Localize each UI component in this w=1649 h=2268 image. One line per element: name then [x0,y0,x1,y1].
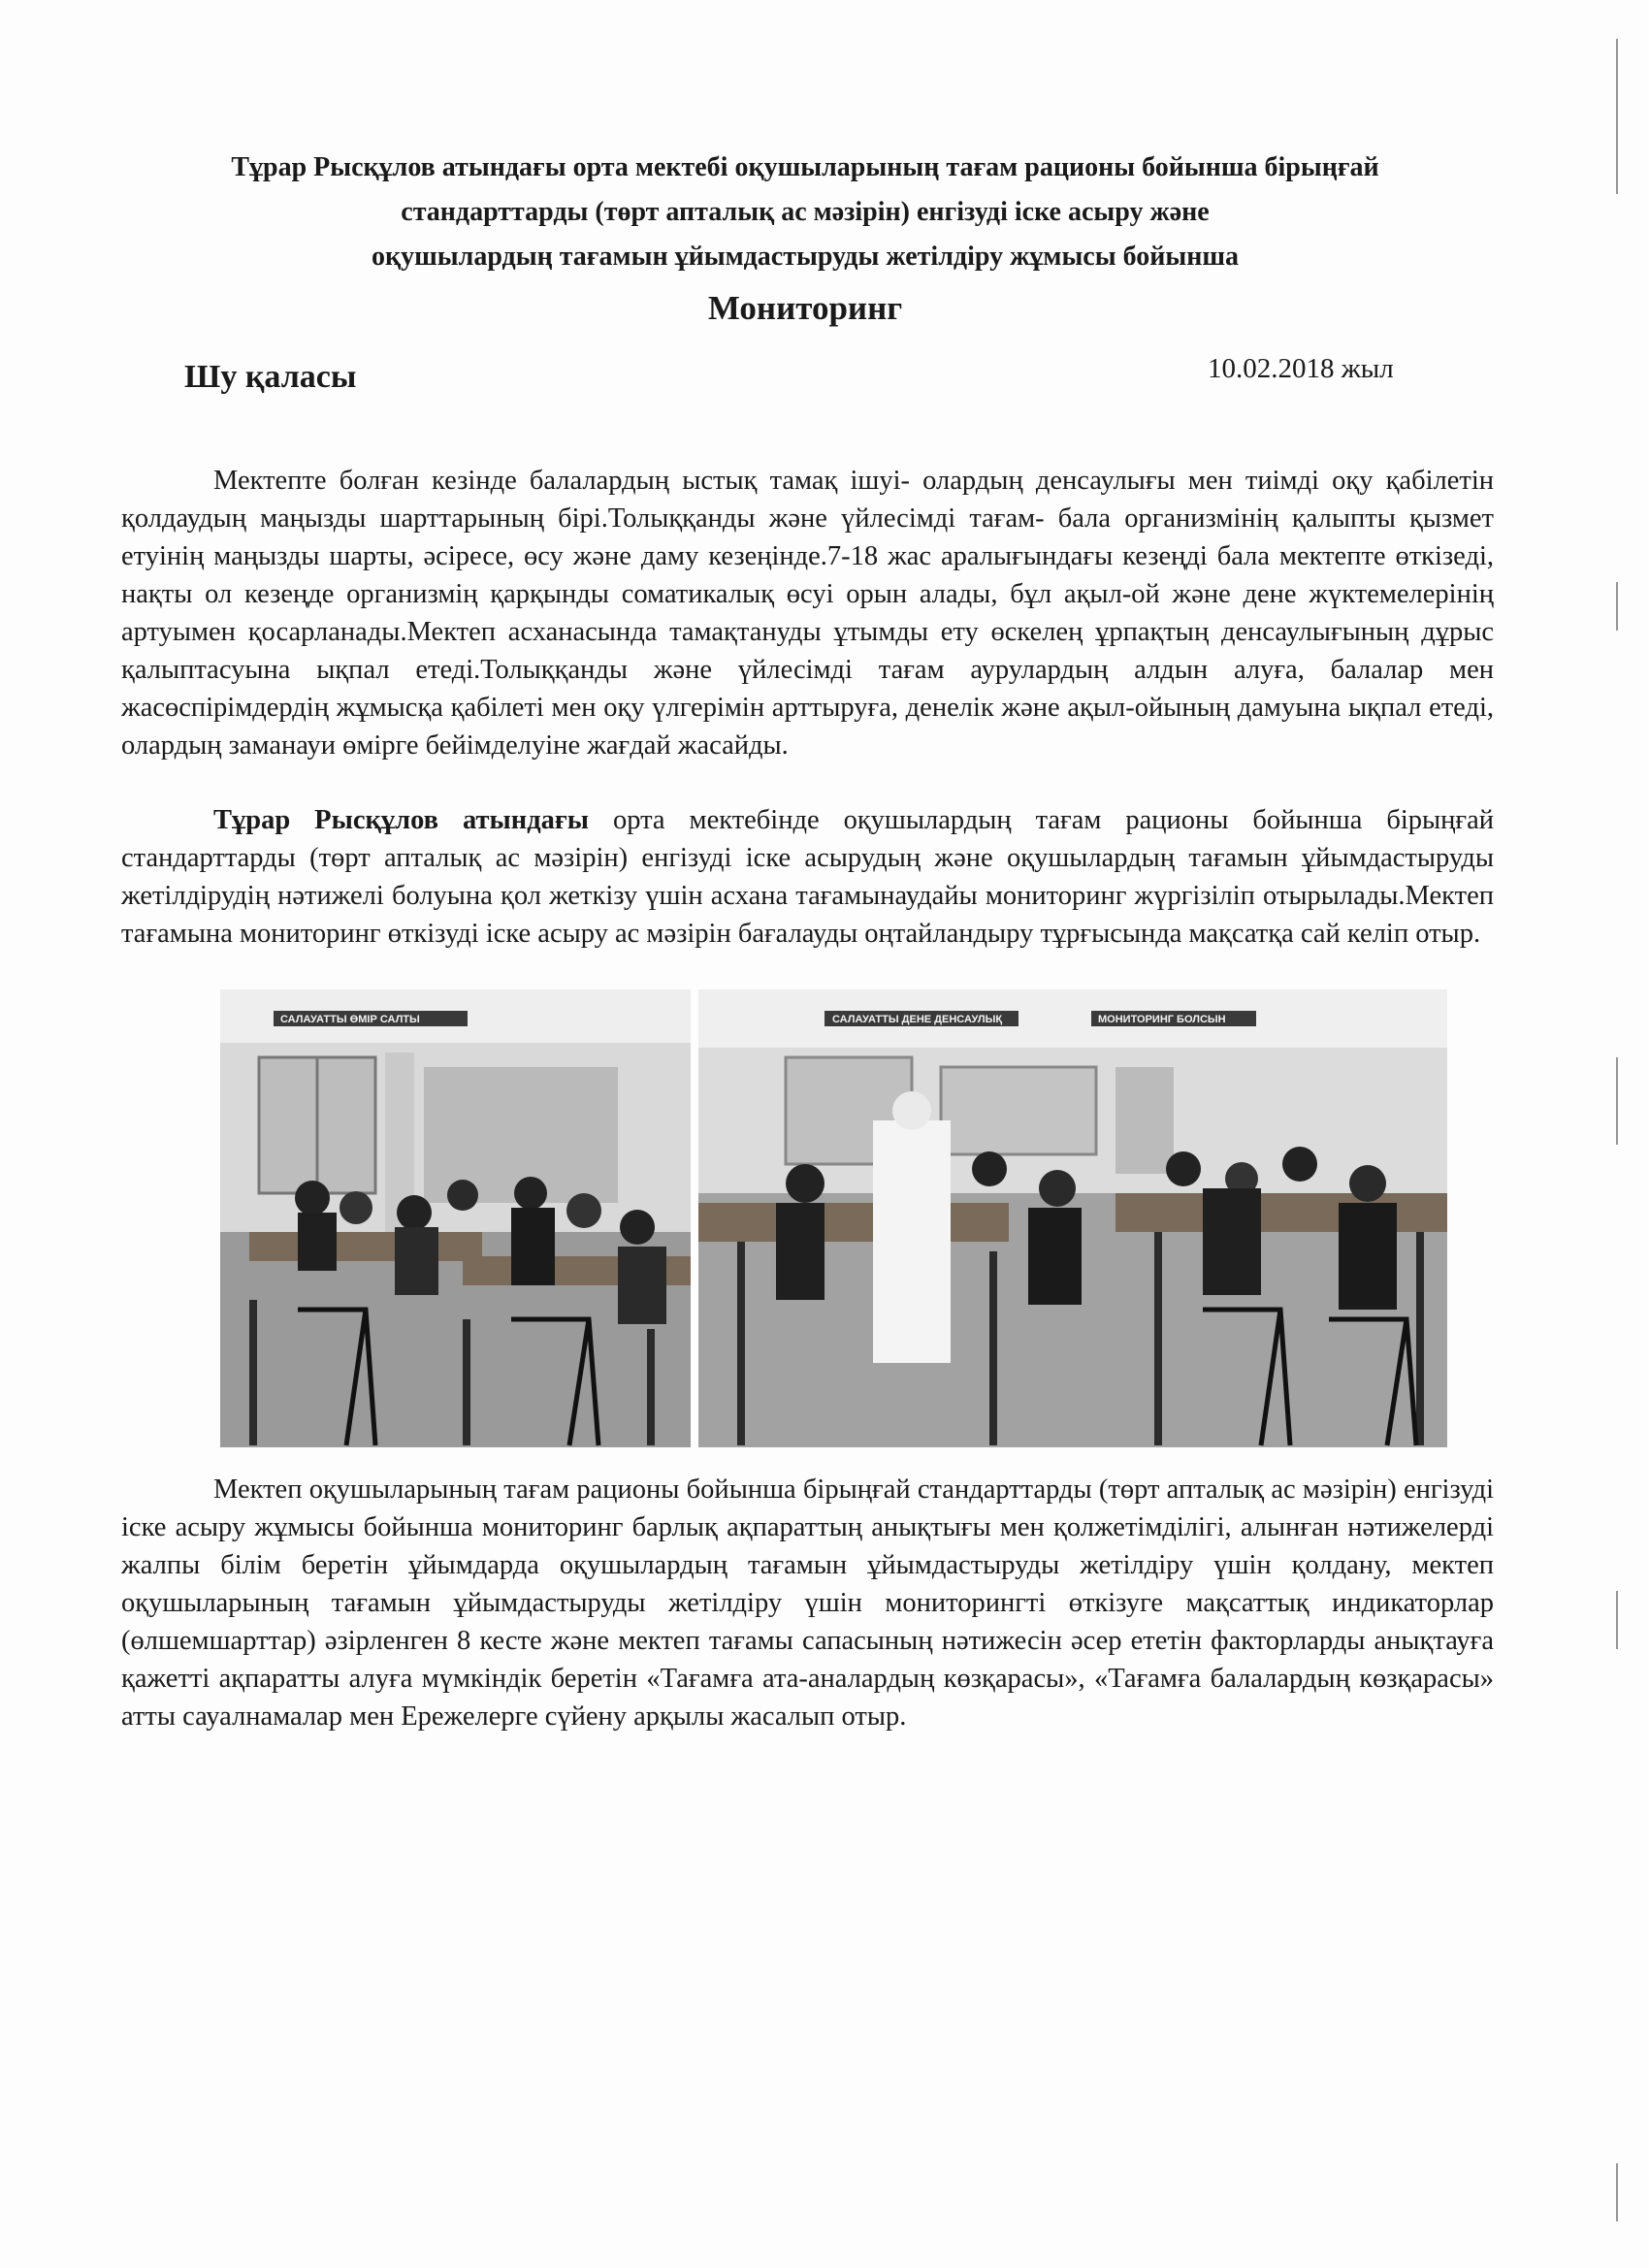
scan-edge-mark [1616,39,1618,194]
paragraph-2-text: орта мектебінде оқушылардың тағам рационы бойынша бірыңғай стандарттарды (төрт апталық ас мәзірін) енгізуді іске асырудың және оқушылардың тағамын ұйымдастыруды жетілдірудің нәтижелі болуына қол жеткізу үшін асхана тағамынаудайы мониторинг жүргізіліп отырылады.Мектеп тағамына мониторинг өткізуді іске асыру ас мәзірін бағалауды оңтайландыру тұрғысында мақсатқа сай келіп отыр. [121,805,1494,949]
scan-edge-mark [1616,1057,1618,1145]
cafeteria-photo-left-image [220,989,691,1447]
cafeteria-photos [220,989,1447,1447]
scan-edge-mark [1616,582,1618,631]
document-title-block [107,146,1504,336]
right-photo-banner-2: МОНИТОРИНГ БОЛСЫН [1098,1014,1226,1025]
scan-edge-mark [1616,2163,1618,2221]
cafeteria-photo-right [698,989,1447,1447]
document-date: 10.02.2018 жыл [1208,353,1394,384]
scan-edge-mark [1616,1591,1618,1649]
cafeteria-photo-left [220,989,691,1447]
paragraph-3: Мектеп оқушыларының тағам рационы бойынша бірыңғай стандарттарды (төрт апталық ас мәзірін) енгізуді іске асыру жұмысы бойынша мониторинг барлық ақпараттың анықтығы мен қолжетімділігі, алынған нәтижелерді жалпы білім беретін ұйымдарда оқушылардың тағамын ұйымдастыруды жетілдіру үшін қолдану, мектеп оқушыларының тағамын ұйымдастыруды жетілдіру үшін мониторингті өткізуге мақсаттық индикаторлар (өлшемшарттар) әзірленген 8 кесте және мектеп тағамы сапасының нәтижесін әсер ететін факторларды анықтауға қажетті ақпаратты алуға мүмкіндік беретін «Тағамға ата-аналардың көзқарасы», «Тағамға балалардың көзқарасы» атты сауалнамалар мен Ережелерге сүйену арқылы жасалып отыр. [121,1474,1494,1732]
title-line-3: оқушылардың тағамын ұйымдастыруды жетілдіру жұмысы бойынша [372,242,1239,272]
title-line-1: Тұрар Рысқұлов атындағы орта мектебі оқушыларының тағам рационы бойынша бірыңғай [231,152,1379,182]
left-photo-banner: САЛАУАТТЫ ӨМІР САЛТЫ [280,1014,420,1025]
paragraph-2 [121,801,1494,953]
paragraph-1: Мектепте болған кезінде балалардың ыстық тамақ ішуі- олардың денсаулығы мен тиімді оқу қабілетін қолдаудың маңызды шарттарының бірі.Толыққанды және үйлесімді тағам- бала организмінің қалыпты қызмет етуінің маңызды шарты, әсіресе, өсу және даму кезеңінде.7-18 жас аралығындағы кезеңді бала мектепте өткізеді, нақты ол кезеңде организмің қарқынды соматикалық өсуі орын алады, бұл ақыл-ой және дене жүктемелерінің артуымен қосарланады.Мектеп асханасында тамақтануды ұтымды ету өскелең ұрпақтың денсаулығының дұрыс қалыптасуына ықпал етеді.Толыққанды және үйлесімді тағам аурулардың алдын алуға, балалар мен жасөспірімдердің жұмысқа қабілеті мен оқу үлгерімін арттыруға, денелік және ақыл-ойының дамуына ықпал етеді, олардың заманауи өмірге бейімделуіне жағдай жасайды. [121,466,1494,761]
title-line-2: стандарттарды (төрт апталық ас мәзірін) енгізуді іске асыру және [401,197,1210,227]
school-name-bold: Тұрар Рысқұлов атындағы [213,805,590,835]
cafeteria-photo-right-image [698,989,1447,1447]
right-photo-banner-1: САЛАУАТТЫ ДЕНЕ ДЕНСАУЛЫҚ [832,1014,1003,1025]
main-title: Мониторинг [707,289,903,327]
city-label: Шу қаласы [184,359,357,395]
